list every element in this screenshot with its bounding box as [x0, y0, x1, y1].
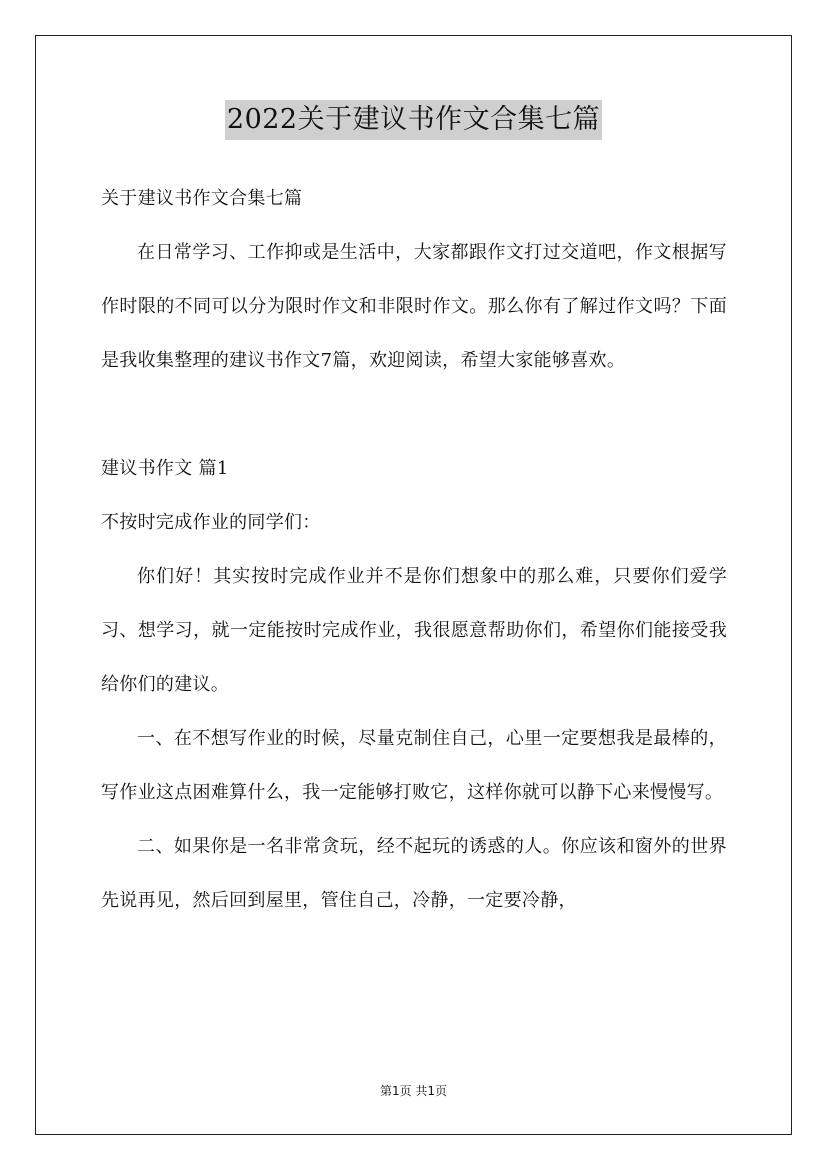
body-paragraph: 二、如果你是一名非常贪玩，经不起玩的诱惑的人。你应该和窗外的世界先说再见，然后回到屋里，管住自己，冷静，一定要冷静， — [101, 836, 727, 911]
title-container — [0, 100, 827, 140]
section-heading: 建议书作文 篇1 — [101, 458, 229, 479]
document-subtitle: 关于建议书作文合集七篇 — [101, 188, 303, 209]
document-title: 2022关于建议书作文合集七篇 — [225, 100, 602, 140]
body-paragraph: 一、在不想写作业的时候，尽量克制住自己，心里一定要想我是最棒的，写作业这点困难算什么，我一定能够打败它，这样你就可以静下心来慢慢写。 — [101, 728, 727, 803]
document-body — [101, 172, 727, 928]
page-footer — [0, 1082, 827, 1099]
body-paragraph: 你们好！其实按时完成作业并不是你们想象中的那么难，只要你们爱学习、想学习，就一定能按时完成作业，我很愿意帮助你们，希望你们能接受我给你们的建议。 — [101, 566, 727, 695]
intro-paragraph: 在日常学习、工作抑或是生活中，大家都跟作文打过交道吧，作文根据写作时限的不同可以分为限时作文和非限时作文。那么你有了解过作文吗？下面是我收集整理的建议书作文7篇，欢迎阅读，希望大家能够喜欢。 — [101, 242, 727, 371]
spacer — [101, 388, 727, 442]
salutation: 不按时完成作业的同学们： — [101, 512, 321, 533]
page-number: 第1页 共1页 — [379, 1084, 448, 1098]
